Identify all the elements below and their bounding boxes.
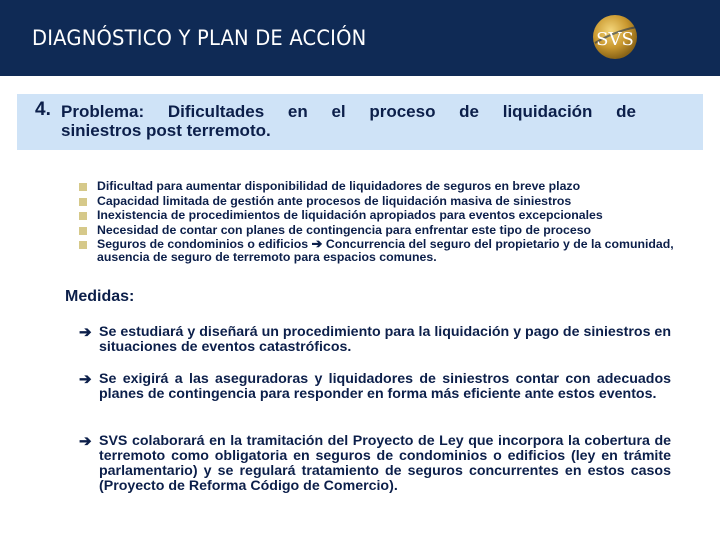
list-item (79, 180, 679, 193)
measure-text: SVS colaborará en la tramitación del Proyecto de Ley que incorpora la cobertura de terremoto como obligatoria en seguros de condominios o edificios (ley en trámite parlamentario) y se regulará tratamiento de seguros concurrentes en estos casos (Proyecto de Reforma Código de Comercio). (99, 433, 671, 494)
right-arrow-icon: ➔ (79, 371, 92, 388)
list-item (79, 224, 679, 237)
bullet-text-part2: Concurrencia del seguro del propietario y de la comunidad, ausencia de seguro de terremoto para espacios comunes. (97, 237, 674, 264)
problem-bullet-list (79, 180, 679, 266)
square-bullet-icon (79, 183, 87, 191)
square-bullet-icon (79, 198, 87, 206)
right-arrow-icon: ➔ (311, 236, 323, 252)
medidas-heading: Medidas: (65, 288, 135, 305)
list-item (79, 195, 679, 208)
list-item (79, 209, 679, 222)
square-bullet-icon (79, 227, 87, 235)
bullet-text: Dificultad para aumentar disponibilidad de liquidadores de seguros en breve plazo (97, 179, 581, 193)
page-title: DIAGNÓSTICO Y PLAN DE ACCIÓN (32, 26, 367, 50)
header-bar (0, 0, 720, 76)
problem-title-line2: siniestros post terremoto. (61, 121, 271, 140)
svs-logo (587, 13, 643, 61)
bullet-text-part1: Seguros de condominios o edificios (97, 237, 309, 252)
measure-text: Se estudiará y diseñará un procedimiento para la liquidación y pago de siniestros en situaciones de eventos catastróficos. (99, 324, 671, 355)
right-arrow-icon: ➔ (79, 324, 92, 341)
square-bullet-icon (79, 212, 87, 220)
measure-item (79, 434, 671, 494)
measure-text: Se exigirá a las aseguradoras y liquidadores de siniestros contar con adecuados planes de contingencia para responder en forma más eficiente ante estos eventos. (99, 371, 671, 402)
bullet-text: Inexistencia de procedimientos de liquidación apropiados para eventos excepcionales (97, 208, 603, 223)
right-arrow-icon: ➔ (79, 433, 92, 450)
square-bullet-icon (79, 241, 87, 249)
bullet-text: Necesidad de contar con planes de contingencia para enfrentar este tipo de proceso (97, 222, 592, 237)
problem-number: 4. (35, 99, 51, 120)
problem-title-line1: Problema: Dificultades en el proceso de liquidación de (61, 102, 636, 121)
list-item (79, 238, 679, 263)
measure-item (79, 372, 671, 402)
measure-item (79, 325, 671, 355)
bullet-text: Capacidad limitada de gestión ante procesos de liquidación masiva de siniestros (97, 193, 572, 208)
logo-text: SVS (596, 29, 634, 50)
